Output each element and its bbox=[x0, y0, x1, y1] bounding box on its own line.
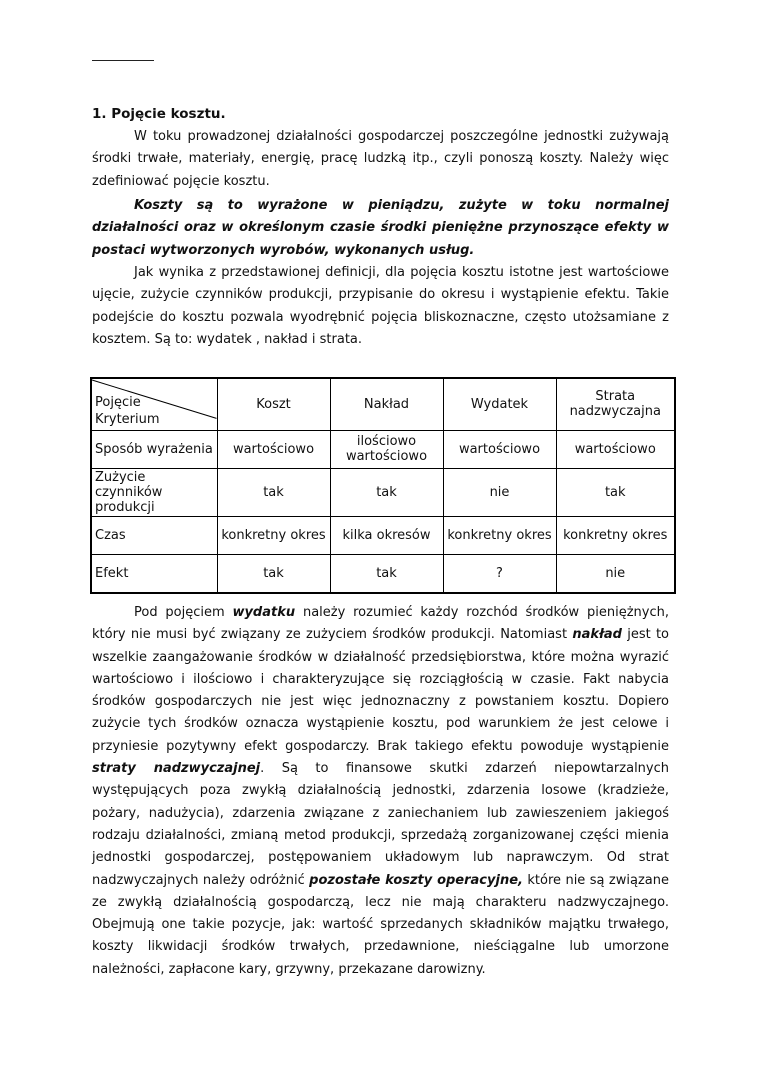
body-text: . Są to finansowe skutki zdarzeń niepowtarzalnych występujących poza zwykłą działalnością jednostki, zdarzenia losowe (kradzieże, pożary, nadużycia), zdarzenia związane z zaniechaniem lub zawieszeniem jakiegoś rodzaju działalności, zmianą metod produkcji, sprzedażą zorganizowanej części mienia jednostki gospodarczej, postępowaniem układowym lub naprawczym. Od strat nadzwyczajnych należy odróżnić bbox=[92, 761, 669, 888]
row-label: Czas bbox=[91, 516, 217, 554]
table-cell: tak bbox=[217, 468, 330, 516]
definition-paragraph bbox=[92, 195, 669, 262]
column-header: Strata nadzwyczajna bbox=[556, 378, 675, 430]
row-label: Zużycie czynników produkcji bbox=[91, 468, 217, 516]
table-cell: nie bbox=[556, 554, 675, 593]
body-text: jest to wszelkie zaangażowanie środków w działalność przedsiębiorstwa, które można wyrazić wartościowo i ilościowo i charakteryzujące się rozciągłością w czasie. Fakt nabycia środków gospodarczych nie jest więc jednoznaczny z powstaniem kosztu. Dopiero zużycie tych środków oznacza wystąpienie kosztu, pod warunkiem że jest celowe i przyniesie pozytywny efekt gospodarczy. Brak takiego efektu powoduje wystąpienie bbox=[92, 627, 669, 754]
table-cell: tak bbox=[330, 468, 443, 516]
table-row bbox=[91, 430, 675, 468]
term-pozostale-koszty: pozostałe koszty operacyjne, bbox=[309, 872, 523, 888]
table-cell: tak bbox=[330, 554, 443, 593]
row-label: Efekt bbox=[91, 554, 217, 593]
explanation-text: Jak wynika z przedstawionej definicji, dla pojęcia kosztu istotne jest wartościowe ujęcie, zużycie czynników produkcji, przypisanie do okresu i wystąpienie efektu. Takie podejście do kosztu pozwala wyodrębnić pojęcia bliskoznaczne, często utożsamiane z kosztem. Są to: wydatek , nakład i strata. bbox=[92, 265, 669, 347]
explanation-paragraph bbox=[92, 262, 669, 351]
table-corner-cell bbox=[91, 378, 217, 430]
table-cell: wartościowo bbox=[556, 430, 675, 468]
intro-paragraph bbox=[92, 126, 669, 193]
footnote-separator-line bbox=[92, 60, 154, 61]
comparison-table bbox=[90, 377, 676, 594]
table-cell: tak bbox=[556, 468, 675, 516]
intro-text: W toku prowadzonej działalności gospodarczej poszczególne jednostki zużywają środki trwałe, materiały, energię, pracę ludzką itp., czyli ponoszą koszty. Należy więc zdefiniować pojęcie kosztu. bbox=[92, 129, 669, 189]
table-cell: tak bbox=[217, 554, 330, 593]
table-row bbox=[91, 468, 675, 516]
table-cell: nie bbox=[443, 468, 556, 516]
term-wydatek: wydatku bbox=[232, 605, 296, 620]
section-heading: 1. Pojęcie kosztu. bbox=[92, 106, 226, 122]
definition-text: Koszty są to wyrażone w pieniądzu, zużyte w toku normalnej działalności oraz w określonym czasie środki pieniężne przynoszące efekty w postaci wytworzonych wyrobów, wykonanych usług. bbox=[92, 198, 669, 258]
corner-label-top: Pojęcie bbox=[95, 395, 141, 410]
row-label: Sposób wyrażenia bbox=[91, 430, 217, 468]
term-naklad: nakład bbox=[572, 627, 622, 643]
table-cell: wartościowo bbox=[443, 430, 556, 468]
term-strata-nadzwyczajna: straty nadzwyczajnej bbox=[92, 761, 261, 777]
table-cell: konkretny okres bbox=[556, 516, 675, 554]
body-text: należy rozumieć każdy rozchód środków pieniężnych, który nie musi być związany ze zużyciem środków produkcji. Natomiast bbox=[92, 605, 669, 643]
column-header: Nakład bbox=[330, 378, 443, 430]
table-row bbox=[91, 516, 675, 554]
table-cell: ? bbox=[443, 554, 556, 593]
body-paragraph bbox=[92, 602, 669, 981]
table-cell: kilka okresów bbox=[330, 516, 443, 554]
table-cell: ilościowo wartościowo bbox=[330, 430, 443, 468]
table-cell: konkretny okres bbox=[443, 516, 556, 554]
table-cell: konkretny okres bbox=[217, 516, 330, 554]
table-header-row bbox=[91, 378, 675, 430]
table-row bbox=[91, 554, 675, 593]
body-text: Pod pojęciem bbox=[134, 605, 233, 620]
corner-label-bottom: Kryterium bbox=[95, 412, 160, 427]
column-header: Koszt bbox=[217, 378, 330, 430]
body-text: które nie są związane ze zwykłą działalnością gospodarczą, lecz nie mają charakteru nadzwyczajnego. Obejmują one takie pozycje, jak: wartość sprzedanych składników majątku trwałego, koszty likwidacji środków trwałych, przedawnione, nieściągalne lub umorzone należności, zapłacone kary, grzywny, przekazane darowizny. bbox=[92, 872, 669, 977]
table-cell: wartościowo bbox=[217, 430, 330, 468]
column-header: Wydatek bbox=[443, 378, 556, 430]
